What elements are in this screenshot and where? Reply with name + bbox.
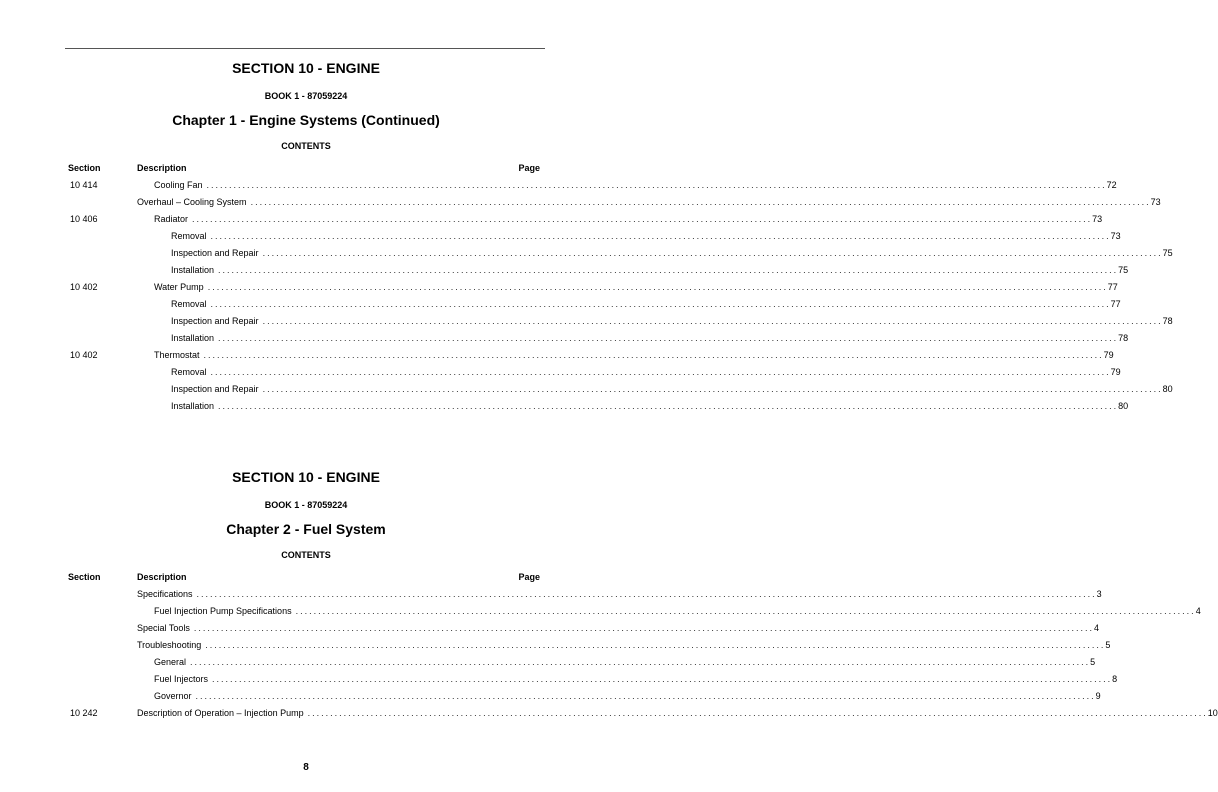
section-column-header: Section	[68, 572, 101, 582]
toc-entry-line	[154, 606, 1201, 616]
toc-entry-page: 80	[1162, 384, 1173, 394]
toc-leader-dots: ........................................................................................................................................................................................................	[262, 248, 1163, 258]
toc-entry-page: 80	[1118, 401, 1129, 411]
toc-entry-page: 3	[1096, 589, 1102, 599]
toc-row[interactable]	[0, 638, 1111, 655]
toc-entry-page: 77	[1110, 299, 1121, 309]
toc-leader-dots: ........................................................................................................................................................................................................	[210, 367, 1111, 377]
toc-leader-dots: ........................................................................................................................................................................................................	[196, 589, 1097, 599]
toc-row[interactable]	[0, 297, 1121, 314]
toc-row[interactable]	[0, 365, 1121, 382]
toc-entry-page: 75	[1162, 248, 1173, 258]
toc-entry-line	[171, 248, 1173, 258]
toc-entry-description: Removal	[171, 367, 207, 377]
toc-entry-page: 73	[1150, 197, 1161, 207]
toc-entry-line	[154, 282, 1118, 292]
toc-entry-page: 4	[1195, 606, 1201, 616]
toc-entry-description: Fuel Injectors	[154, 674, 209, 684]
toc-entry-page: 78	[1118, 333, 1129, 343]
toc-leader-dots: ........................................................................................................................................................................................................	[212, 674, 1113, 684]
section-title: SECTION 10 - ENGINE	[232, 469, 380, 485]
toc-header	[0, 570, 612, 587]
toc-entry-description: Inspection and Repair	[171, 384, 259, 394]
toc-entry-page: 79	[1103, 350, 1114, 360]
toc-entry-description: Installation	[171, 333, 215, 343]
toc-row[interactable]	[0, 399, 1129, 416]
toc-entry-page: 5	[1090, 657, 1096, 667]
toc-list	[0, 178, 1173, 416]
toc-row[interactable]	[0, 195, 1161, 212]
toc-section-code: 10 406	[70, 214, 98, 224]
toc-row[interactable]	[0, 587, 1102, 604]
toc-entry-page: 72	[1106, 180, 1117, 190]
toc-row[interactable]	[0, 212, 1103, 229]
toc-entry-description: Removal	[171, 299, 207, 309]
toc-entry-line	[137, 589, 1102, 599]
toc-entry-line	[137, 197, 1161, 207]
toc-entry-description: Radiator	[154, 214, 189, 224]
toc-entry-description: Fuel Injection Pump Specifications	[154, 606, 292, 616]
description-column-header: Description	[137, 572, 187, 582]
toc-row[interactable]	[0, 706, 1218, 723]
toc-leader-dots: ........................................................................................................................................................................................................	[295, 606, 1196, 616]
chapter-title: Chapter 1 - Engine Systems (Continued)	[172, 112, 440, 128]
chapter-title: Chapter 2 - Fuel System	[226, 521, 386, 537]
contents-heading: CONTENTS	[281, 550, 331, 560]
toc-entry-description: Inspection and Repair	[171, 316, 259, 326]
toc-entry-line	[137, 623, 1099, 633]
toc-entry-description: General	[154, 657, 187, 667]
toc-entry-line	[137, 640, 1111, 650]
book-number: BOOK 1 - 87059224	[264, 500, 348, 510]
toc-entry-description: Cooling Fan	[154, 180, 203, 190]
toc-section-code: 10 242	[70, 708, 98, 718]
toc-leader-dots: ........................................................................................................................................................................................................	[218, 401, 1119, 411]
toc-entry-page: 79	[1110, 367, 1121, 377]
toc-header	[0, 161, 612, 178]
toc-entry-line	[154, 674, 1118, 684]
toc-entry-line	[171, 231, 1121, 241]
page-number: 8	[303, 762, 309, 773]
toc-entry-description: Description of Operation – Injection Pump	[137, 708, 304, 718]
toc-leader-dots: ........................................................................................................................................................................................................	[218, 333, 1119, 343]
toc-row[interactable]	[0, 621, 1099, 638]
toc-leader-dots: ........................................................................................................................................................................................................	[192, 214, 1093, 224]
toc-row[interactable]	[0, 348, 1114, 365]
toc-row[interactable]	[0, 689, 1101, 706]
toc-entry-description: Troubleshooting	[137, 640, 202, 650]
toc-section-code: 10 402	[70, 350, 98, 360]
toc-entry-line	[171, 367, 1121, 377]
toc-leader-dots: ........................................................................................................................................................................................................	[205, 640, 1106, 650]
toc-leader-dots: ........................................................................................................................................................................................................	[262, 316, 1163, 326]
toc-leader-dots: ........................................................................................................................................................................................................	[207, 282, 1108, 292]
toc-leader-dots: ........................................................................................................................................................................................................	[193, 623, 1094, 633]
toc-row[interactable]	[0, 178, 1117, 195]
toc-entry-line	[171, 333, 1129, 343]
contents-block-chapter-2	[0, 467, 1218, 723]
toc-leader-dots: ........................................................................................................................................................................................................	[210, 231, 1111, 241]
toc-leader-dots: ........................................................................................................................................................................................................	[190, 657, 1091, 667]
toc-leader-dots: ........................................................................................................................................................................................................	[250, 197, 1151, 207]
description-column-header: Description	[137, 163, 187, 173]
contents-block-chapter-1	[0, 58, 1173, 416]
toc-leader-dots: ........................................................................................................................................................................................................	[206, 180, 1107, 190]
toc-leader-dots: ........................................................................................................................................................................................................	[262, 384, 1163, 394]
toc-row[interactable]	[0, 331, 1129, 348]
toc-entry-page: 10	[1207, 708, 1218, 718]
toc-section-code: 10 414	[70, 180, 98, 190]
toc-entry-line	[171, 316, 1173, 326]
section-title: SECTION 10 - ENGINE	[232, 60, 380, 76]
toc-entry-page: 77	[1107, 282, 1118, 292]
toc-entry-line	[154, 657, 1096, 667]
toc-entry-line	[154, 180, 1117, 190]
section-column-header: Section	[68, 163, 101, 173]
toc-entry-description: Special Tools	[137, 623, 190, 633]
contents-heading: CONTENTS	[281, 141, 331, 151]
toc-entry-description: Overhaul – Cooling System	[137, 197, 247, 207]
toc-leader-dots: ........................................................................................................................................................................................................	[218, 265, 1119, 275]
toc-row[interactable]	[0, 672, 1118, 689]
toc-list	[0, 587, 1218, 723]
toc-entry-description: Governor	[154, 691, 192, 701]
toc-entry-line	[154, 691, 1101, 701]
toc-row[interactable]	[0, 382, 1173, 399]
toc-entry-page: 78	[1162, 316, 1173, 326]
toc-entry-line	[137, 708, 1218, 718]
toc-entry-line	[171, 265, 1129, 275]
toc-row[interactable]	[0, 246, 1173, 263]
toc-entry-line	[154, 350, 1114, 360]
toc-row[interactable]	[0, 655, 1096, 672]
toc-row[interactable]	[0, 263, 1129, 280]
toc-section-code: 10 402	[70, 282, 98, 292]
toc-entry-page: 9	[1095, 691, 1101, 701]
toc-entry-page: 75	[1118, 265, 1129, 275]
toc-entry-description: Removal	[171, 231, 207, 241]
toc-entry-description: Installation	[171, 265, 215, 275]
page-column-header: Page	[518, 572, 540, 582]
top-rule	[65, 48, 545, 49]
toc-leader-dots: ........................................................................................................................................................................................................	[210, 299, 1111, 309]
toc-row[interactable]	[0, 280, 1118, 297]
toc-row[interactable]	[0, 314, 1173, 331]
toc-leader-dots: ........................................................................................................................................................................................................	[195, 691, 1096, 701]
toc-entry-page: 4	[1093, 623, 1099, 633]
toc-entry-page: 73	[1092, 214, 1103, 224]
book-number: BOOK 1 - 87059224	[264, 91, 348, 101]
toc-entry-line	[154, 214, 1103, 224]
toc-entry-description: Water Pump	[154, 282, 204, 292]
toc-entry-description: Specifications	[137, 589, 193, 599]
toc-leader-dots: ........................................................................................................................................................................................................	[307, 708, 1208, 718]
toc-entry-line	[171, 401, 1129, 411]
page-column-header: Page	[518, 163, 540, 173]
toc-entry-description: Inspection and Repair	[171, 248, 259, 258]
toc-row[interactable]	[0, 604, 1201, 621]
toc-leader-dots: ........................................................................................................................................................................................................	[203, 350, 1104, 360]
toc-entry-page: 5	[1105, 640, 1111, 650]
toc-entry-page: 73	[1110, 231, 1121, 241]
toc-entry-description: Installation	[171, 401, 215, 411]
toc-entry-line	[171, 299, 1121, 309]
toc-entry-page: 8	[1112, 674, 1118, 684]
toc-entry-line	[171, 384, 1173, 394]
toc-row[interactable]	[0, 229, 1121, 246]
toc-entry-description: Thermostat	[154, 350, 200, 360]
